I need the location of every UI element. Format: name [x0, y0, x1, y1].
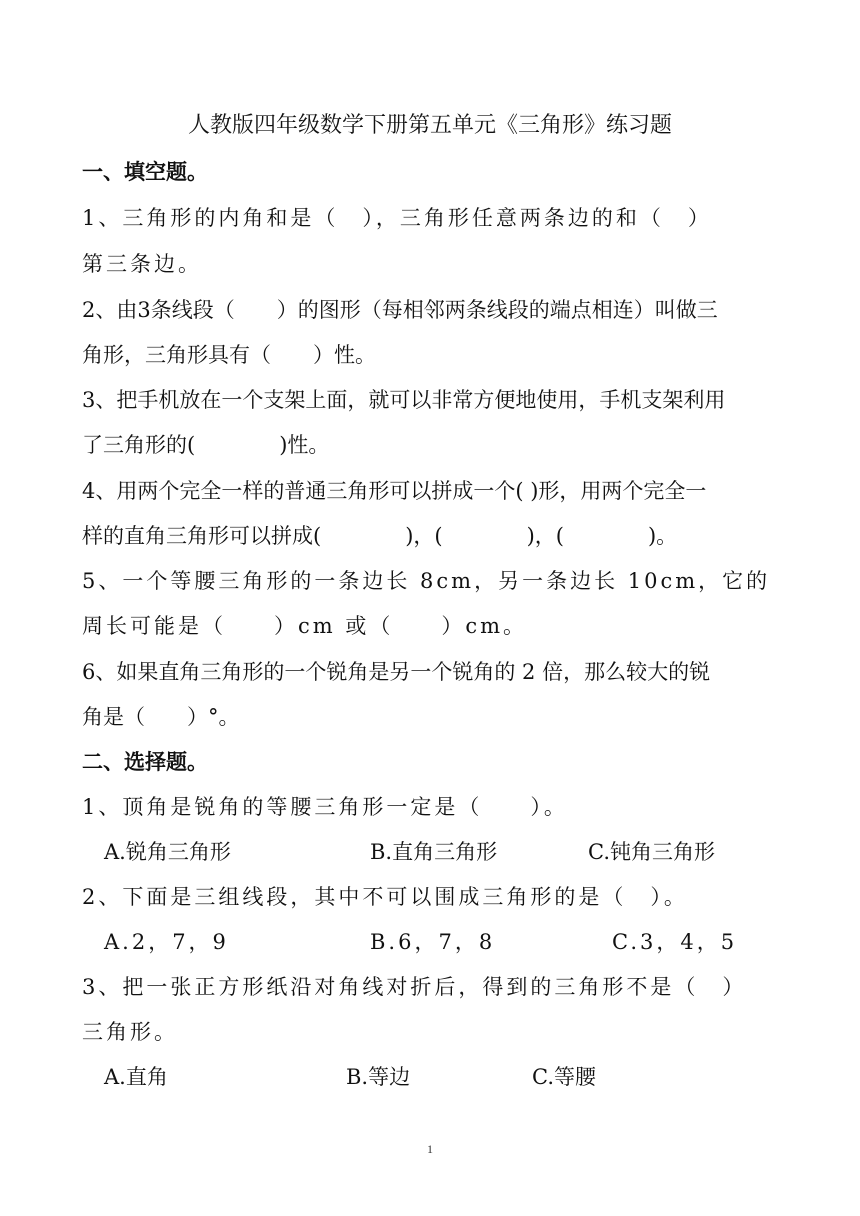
option-b[interactable]: B.等边 — [346, 1065, 411, 1089]
section-heading-multiple-choice: 二、选择题。 — [82, 750, 208, 774]
question-line: 1、顶角是锐角的等腰三角形一定是（ ）。 — [82, 795, 568, 819]
question-line: 4、用两个完全一样的普通三角形可以拼成一个( )形，用两个完全一 — [82, 479, 707, 503]
option-a[interactable]: A.锐角三角形 — [104, 840, 231, 864]
question-line: 2、下面是三组线段，其中不可以围成三角形的是（ ）。 — [82, 885, 688, 909]
question-line: 6、如果直角三角形的一个锐角是另一个锐角的 2 倍，那么较大的锐 — [82, 660, 711, 684]
option-a[interactable]: A.直角 — [104, 1065, 168, 1089]
option-c[interactable]: C.3，4，5 — [612, 930, 738, 954]
options-row — [82, 836, 790, 868]
question-line: 周长可能是（ ）cm 或（ ）cm。 — [82, 614, 528, 638]
section-heading-fill-blank: 一、填空题。 — [82, 160, 208, 184]
question-line: 角是（ ）°。 — [82, 705, 240, 729]
option-b[interactable]: B.6，7，8 — [370, 930, 496, 954]
option-c[interactable]: C.等腰 — [532, 1065, 596, 1089]
question-line: 3、把一张正方形纸沿对角线对折后，得到的三角形不是（ ） — [82, 975, 747, 999]
question-line: 样的直角三角形可以拼成( )，( )，( )。 — [82, 524, 678, 548]
question-line: 三角形。 — [82, 1020, 178, 1044]
page-title: 人教版四年级数学下册第五单元《三角形》练习题 — [187, 113, 672, 138]
options-row — [82, 1061, 790, 1093]
question-line: 5、一个等腰三角形的一条边长 8cm，另一条边长 10cm，它的 — [82, 569, 771, 593]
question-line: 角形，三角形具有（ ）性。 — [82, 343, 376, 367]
option-c[interactable]: C.钝角三角形 — [588, 840, 715, 864]
page-number: 1 — [427, 1142, 433, 1156]
question-line: 第三条边。 — [82, 252, 202, 276]
question-line: 3、把手机放在一个支架上面，就可以非常方便地使用，手机支架利用 — [82, 388, 726, 412]
option-a[interactable]: A.2，7，9 — [104, 930, 229, 954]
question-line: 1、三角形的内角和是（ ），三角形任意两条边的和（ ） — [82, 206, 712, 230]
option-b[interactable]: B.直角三角形 — [370, 840, 498, 864]
question-line: 了三角形的( )性。 — [82, 433, 330, 457]
question-line: 2、由3条线段（ ）的图形（每相邻两条线段的端点相连）叫做三 — [82, 298, 718, 322]
options-row — [82, 926, 790, 958]
